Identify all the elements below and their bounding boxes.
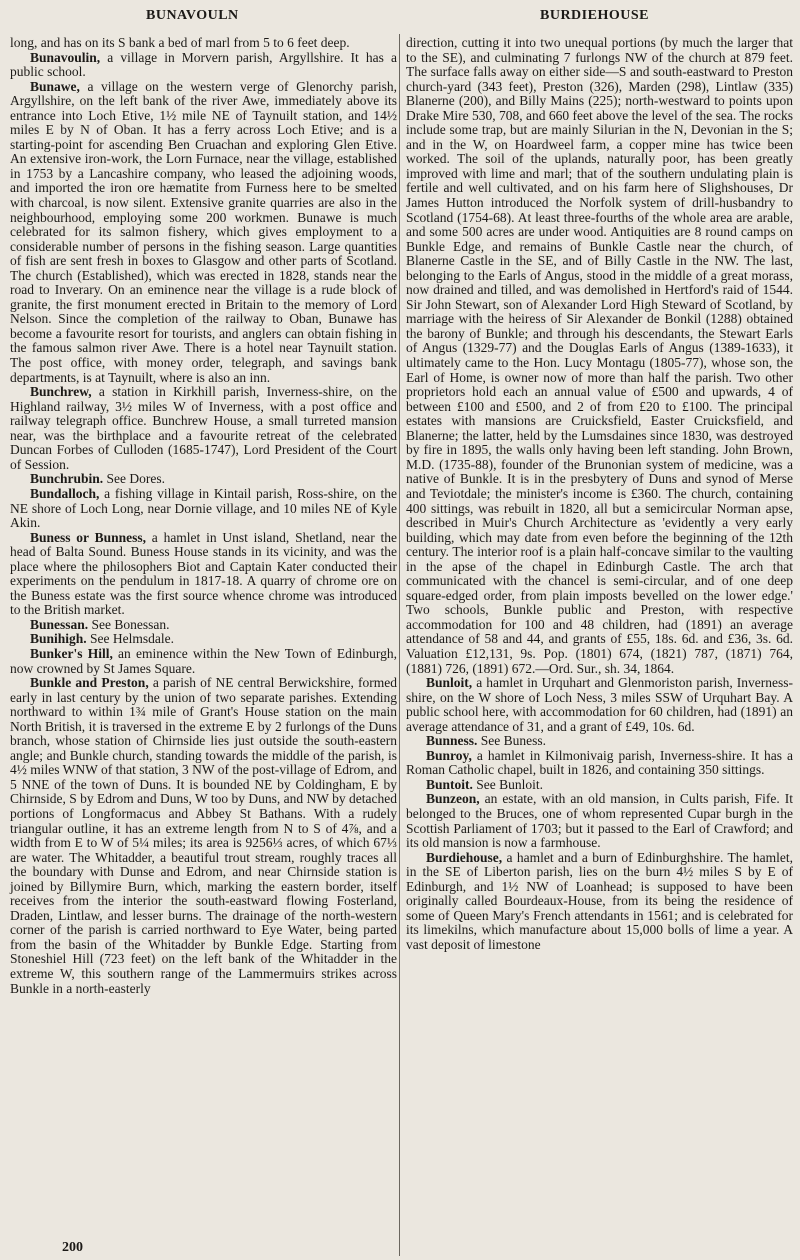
entry-text: See Buness. [477, 733, 547, 749]
entry-text: an eminence within the New Town of Edinburgh, now crowned by St James Square. [10, 645, 397, 676]
running-head-left: BUNAVOULN [146, 8, 239, 23]
entry-text: a fishing village in Kintail parish, Ross-shire, on the NE shore of Loch Long, near Dornie village, and 10 miles NE of Kyle Akin. [10, 485, 397, 531]
entry-headword: Buntoit. [426, 776, 473, 792]
entry-text: a hamlet and a burn of Edinburghshire. The hamlet, in the SE of Liberton parish, lies on the burn 4½ miles S by E of Edinburgh, and 1½ NW of Loanhead; is supposed to have been originally called Bourdeaux-House, from its being the residence of some of Queen Mary's French attendants in 1561; and is celebrated for its limekilns, which manufacture about 15,000 bolls of lime a year. A vast deposit of limestone [406, 849, 793, 952]
running-head-right: BURDIEHOUSE [540, 8, 649, 23]
entry-text: a village on the western verge of Glenorchy parish, Argyllshire, on the left bank of the river Awe, immediately above its entrance into Loch Etive, 1½ mile NE of Taynuilt station, and 14½ miles E by N of Oban. It has a ferry across Loch Etive; and is a starting-point for ascending Ben Cruachan and exploring Glen Etive. An extensive iron-work, the Lorn Furnace, near the village, established in 1753 by a Lancashire company, who leased the adjoining woods, and imported the iron ore hæmatite from Furness here to be smelted with charcoal, is now silent. Extensive granite quarries are also in the neighbourhood, employing some 200 workmen. Bunawe is much celebrated for its salmon fishery, which gives employment to a considerable number of persons in the fishing season. Large quantities of fish are sent fresh in boxes to Glasgow and other parts of Scotland. The church (Established), which was erected in 1828, stands near the road to Inverary. On an eminence near the village is a rude block of granite, the first monument erected in Britain to the memory of Lord Nelson. Since the completion of the railway to Oban, Bunawe has become a favourite resort for tourists, and anglers can obtain fishing in the famous salmon river Awe. There is a hotel near Taynuilt station. The post office, with money order, telegraph, and savings bank departments, is at Taynuilt, where is also an inn. [10, 78, 397, 385]
gazetteer-entry [10, 531, 397, 618]
right-column [406, 36, 793, 952]
entry-headword: Bunzeon, [426, 791, 480, 807]
entry-headword: Bunroy, [426, 747, 472, 763]
gazetteer-entry [10, 632, 397, 647]
gazetteer-entry [10, 618, 397, 633]
entry-headword: Buness or Bunness, [30, 529, 146, 545]
entry-headword: Burdiehouse, [426, 849, 503, 865]
entry-text: a village in Morvern parish, Argyllshire. It has a public school. [10, 49, 397, 80]
gazetteer-entry [406, 792, 793, 850]
gazetteer-entry [10, 676, 397, 996]
entry-headword: Bunavoulin, [30, 49, 101, 65]
gazetteer-entry [406, 851, 793, 953]
gazetteer-entry [10, 487, 397, 531]
entry-text: a hamlet in Urquhart and Glenmoriston parish, Inverness-shire, on the W shore of Loch Ness, 3 miles SSW of Urquhart Bay. A public school here, with accommodation for 60 children, had (1891) an average attendance of 31, and a grant of £49, 10s. 6d. [406, 675, 793, 734]
column-divider [399, 34, 400, 1256]
entry-text: an estate, with an old mansion, in Cults parish, Fife. It belonged to the Bruces, one of whom represented Cupar burgh in the Scottish Parliament of 1703; but it passed to the Earl of Crawford; and its old mansion is now a farmhouse. [406, 791, 793, 851]
entry-headword: Bunessan. [30, 616, 89, 632]
gazetteer-entry [406, 36, 793, 676]
entry-headword: Bunloit, [426, 675, 473, 691]
gazetteer-entry [406, 676, 793, 734]
gazetteer-entry [406, 734, 793, 749]
entry-headword: Bunker's Hill, [30, 645, 113, 661]
entry-text: long, and has on its S bank a bed of marl from 5 to 6 feet deep. [10, 35, 350, 50]
gazetteer-entry [10, 51, 397, 80]
gazetteer-entry [406, 749, 793, 778]
running-head [0, 6, 800, 28]
gazetteer-entry [10, 385, 397, 472]
entry-headword: Bunkle and Preston, [30, 675, 149, 691]
entry-headword: Bunchrubin. [30, 471, 104, 487]
gazetteer-entry [10, 80, 397, 385]
entry-headword: Bundalloch, [30, 485, 100, 501]
entry-text: See Bunloit. [472, 776, 544, 792]
entry-text: See Dores. [103, 471, 166, 487]
entry-text: a parish of NE central Berwickshire, formed early in last century by the union of two separate parishes. Extending northward to within 1¾ mile of Grant's House station on the main North British, it is traversed in the extreme E by 2 furlongs of the Duns branch, whose station of Chirnside lies just outside the south-eastern angle; and Bunkle church, standing towards the middle of the parish, is 4½ miles WNW of that station, 3 NW of the post-village of Edrom, and 5 NNE of the town of Duns. It is bounded NE by Coldingham, E by Chirnside, S by Edrom and Duns, W too by Duns, and NW by detached portions of Longformacus and Abbey St Bathans. With a rudely triangular outline, it has an extreme length from N to S of 4⅞, and a width from E to W of 5¼ miles; its area is 9256⅓ acres, of which 67⅓ are water. The Whitadder, a beautiful trout stream, roughly traces all the boundary with Dunse and Edrom, and near Chirnside station is joined by Billymire Burn, which, marking the eastern border, itself receives from the interior the south-eastward flowing Fosterland, Draden, Lintlaw, and lesser burns. The drainage of the north-western corner of the parish is carried northward to Eye Water, being parted from the basin of the Whitadder by Bunkle Edge. Starting from Stoneshiel Hill (723 feet) on the left bank of the Whitadder in the extreme W, this southern range of the Lammermuirs strikes across Bunkle in a north-easterly [10, 675, 397, 996]
entry-text: a hamlet in Unst island, Shetland, near the head of Balta Sound. Buness House stands in its vicinity, and was the place where the philosophers Biot and Captain Kater conducted their experiments on the pendulum in 1817-18. A quarry of chrome ore on the Buness estate was the first source whence chrome was introduced to the British market. [10, 529, 397, 618]
entry-headword: Bunness. [426, 733, 478, 749]
page-number: 200 [62, 1240, 83, 1255]
entry-text: a station in Kirkhill parish, Inverness-shire, on the Highland railway, 3½ miles W of Inverness, with a post office and railway telegraph office. Bunchrew House, a small turreted mansion near, was the birthplace and a favourite retreat of the celebrated Duncan Forbes of Culloden (1685-1747), Lord President of the Court of Session. [10, 384, 397, 472]
entry-text: See Bonessan. [88, 616, 170, 632]
entry-text: a hamlet in Kilmonivaig parish, Inverness-shire. It has a Roman Catholic chapel, built in 1826, and containing 350 sittings. [406, 747, 793, 778]
gazetteer-entry [10, 36, 397, 51]
gazetteer-entry [10, 647, 397, 676]
gazetteer-entry [10, 472, 397, 487]
entry-text: direction, cutting it into two unequal portions (by much the larger that to the SE), and culminating 7 furlongs NW of the church at 879 feet. The surface falls away on either side—S and south-eastward to Preston church-yard (343 feet), Preston (326), Marden (298), Lintlaw (335) Blanerne (200), and Billy Mains (225); north-westward to points upon Drake Mire 530, 708, and 660 feet above the level of the sea. The rocks include some trap, but are mainly Silurian in the N, Devonian in the S; and in the W, on Hoardweel farm, a copper mine has twice been worked. The soil of the uplands, naturally poor, has been greatly improved with lime and marl; that of the southern undulating plain is fertile and well cultivated, and on his farm here of Slighshouses, Dr James Hutton introduced the Norfolk system of drill-husbandry to Scotland (1754-68). At least three-fourths of the whole area are arable, and some 500 acres are under wood. Antiquities are 8 round camps on Bunkle Edge, and remains of Bunkle Castle near the church, of Blanerne Castle in the SE, and of Billy Castle in the NW. The last, belonging to the Earls of Angus, stood in the middle of a great morass, now drained and tilled, and was demolished in Hertford's raid of 1544. Sir John Stewart, son of Alexander Lord High Steward of Scotland, by marriage with the heiress of Sir Alexander de Bonkil (1288) obtained the barony of Bunkle; and through his descendants, the Stewart Earls of Angus (1329-77) and the Douglas Earls of Angus (1389-1633), it ultimately came to the Hon. Lucy Montagu (1805-77), whose son, the Earl of Home, is owner now of more than half the parish. Two other proprietors hold each an annual value of £500 and upwards, 4 of between £100 and £500, and 2 of from £20 to £100. The principal estates with mansions are Cruicksfield, Easter Cruicksfield, and Blanerne; the latter, held by the Lumsdaines since 1830, was destroyed by fire in 1895, the walls only having been left standing. John Brown, M.D. (1735-88), founder of the Brunonian system of medicine, was a native of Bunkle. It is in the presbytery of Duns and synod of Merse and Teviotdale; the minister's income is £360. The church, containing 400 sittings, was rebuilt in 1820, all but a semicircular Norman apse, described in Muir's Church Architecture as 'evidently a very early building, which may date from even before the beginning of the 12th century. The interior roof is a plain half-concave similar to the vaulting in the apse of the chapel in Edinburgh Castle. The arch that communicated with the chancel is semi-circular, and of one deep square-edged order, from plain imposts bevelled on the lower edge.' Two schools, Bunkle public and Preston, with respective accommodation for 100 and 48 children, had (1891) an average attendance of 58 and 44, and grants of £55, 18s. 6d. and £36, 3s. 6d. Valuation £12,131, 9s. Pop. (1801) 674, (1821) 787, (1871) 764, (1881) 726, (1891) 672.—Ord. Sur., sh. 34, 1864. [406, 35, 793, 676]
left-column [10, 36, 397, 996]
gazetteer-entry [406, 778, 793, 793]
entry-headword: Bunihigh. [30, 631, 87, 647]
entry-headword: Bunchrew, [30, 384, 92, 400]
entry-headword: Bunawe, [30, 78, 80, 94]
entry-text: See Helmsdale. [86, 631, 175, 647]
